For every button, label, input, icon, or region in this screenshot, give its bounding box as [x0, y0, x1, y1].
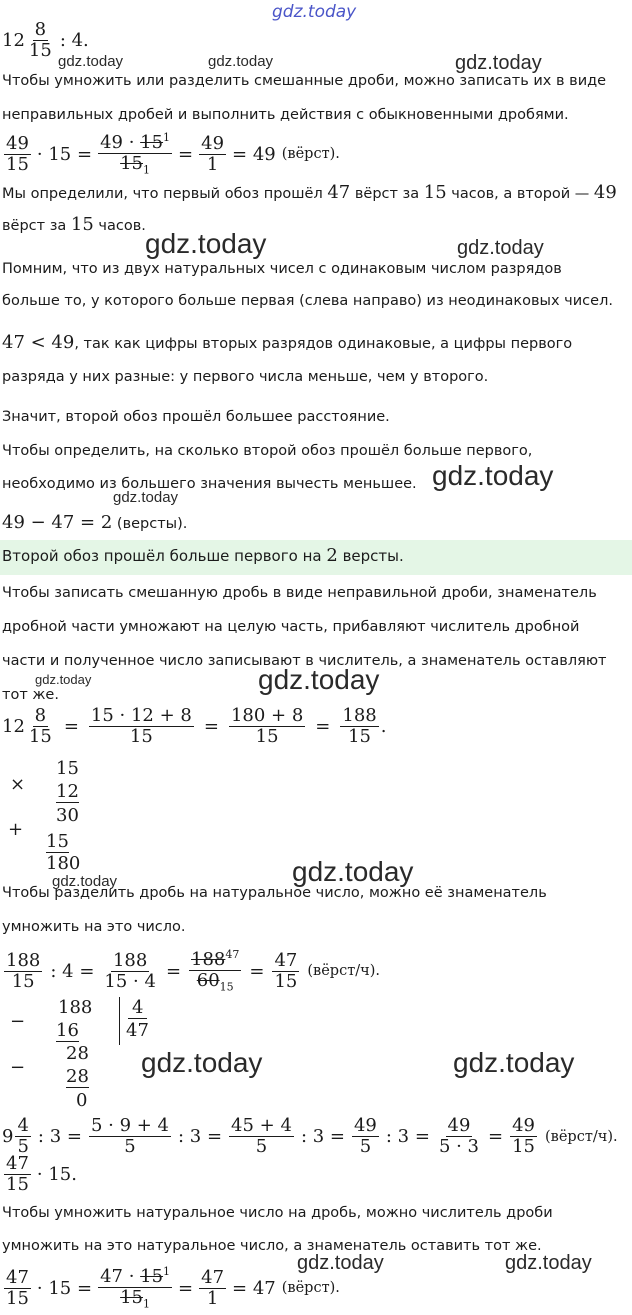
- quotient: 47: [126, 1020, 149, 1041]
- subtrahend: 16: [56, 1020, 79, 1041]
- paragraph-line: Чтобы умножить натуральное число на дробь, можно числитель дроби: [2, 1205, 553, 1221]
- operator-times: ×: [10, 774, 26, 795]
- watermark: gdz.today: [432, 460, 554, 491]
- cancelled-number: 15: [120, 1287, 143, 1308]
- denominator: 15: [6, 153, 29, 175]
- watermark: gdz.today: [141, 1047, 263, 1078]
- operator: =: [178, 143, 194, 165]
- watermark: gdz.today: [453, 1047, 575, 1078]
- denominator: 5: [359, 1136, 372, 1157]
- watermark: gdz.today: [292, 856, 414, 887]
- denominator: 15: [28, 726, 52, 747]
- fraction: [229, 1116, 294, 1157]
- operation: · 15.: [36, 1164, 77, 1185]
- watermark: gdz.today: [455, 52, 542, 74]
- multiplicand: 15: [56, 758, 79, 779]
- operator: =: [63, 716, 79, 737]
- paragraph-line: части и полученное число записывают в числитель, а знаменатель оставляют: [2, 653, 607, 669]
- denominator: 1: [206, 1287, 219, 1309]
- numerator: 49: [447, 1115, 471, 1136]
- paragraph-line: Мы определили, что первый обоз прошёл 47 вёрст за 15 часов, а второй — 49: [2, 182, 617, 203]
- reduced-number: 1: [143, 163, 150, 177]
- watermark: gdz.today: [297, 1252, 384, 1274]
- denominator: [118, 1288, 152, 1315]
- numerator: [98, 128, 172, 154]
- fraction: [4, 1268, 31, 1309]
- numerator: [189, 945, 241, 971]
- numerator: 47: [274, 949, 298, 971]
- divisor: 4: [128, 997, 147, 1019]
- operator-minus: −: [10, 1057, 26, 1078]
- equation: [2, 1116, 618, 1157]
- numerator: 15 · 12 + 8: [90, 705, 192, 726]
- paragraph-line: Значит, второй обоз прошёл большее расстояние.: [2, 409, 390, 425]
- paragraph-line: Чтобы определить, на сколько второй обоз прошёл больше первого,: [2, 443, 533, 459]
- long-division: [0, 995, 160, 1115]
- paragraph-line: вёрст за 15 часов.: [2, 214, 146, 235]
- numerator: 8: [34, 19, 47, 40]
- paragraph-line: 47 < 49, так как цифры вторых разрядов одинаковые, а цифры первого: [2, 332, 573, 353]
- final-remainder: 0: [76, 1090, 88, 1111]
- numerator: 4: [17, 1115, 29, 1136]
- numerator: 49: [512, 1115, 536, 1136]
- numerator: 47: [6, 1266, 29, 1288]
- inequality: 47 < 49: [2, 332, 75, 353]
- paragraph-line: неправильных дробей и выполнить действия с обыкновенными дробями.: [2, 107, 569, 123]
- denominator: 15: [28, 40, 52, 61]
- denominator: 1: [206, 153, 219, 175]
- paragraph-line: разряда у них разные: у первого числа меньше, чем у второго.: [2, 369, 489, 385]
- paragraph-line: Чтобы разделить дробь на натуральное число, можно её знаменатель: [2, 885, 547, 901]
- paragraph-line: дробной части умножают на целую часть, прибавляют числитель дробной: [2, 619, 580, 635]
- cancelled-number: 15: [140, 1266, 164, 1287]
- denominator: 15 · 4: [104, 970, 156, 992]
- result: = 49: [232, 143, 276, 165]
- answer: Второй обоз прошёл больше первого на 2 версты.: [2, 545, 404, 566]
- denominator: 15: [348, 726, 372, 747]
- denominator: 15: [512, 1136, 536, 1157]
- numerator: 188: [342, 705, 377, 726]
- fraction: [189, 945, 241, 998]
- reduced-number: 1: [163, 131, 171, 144]
- operation: : 4.: [59, 30, 89, 51]
- watermark: gdz.today: [258, 664, 380, 695]
- paragraph-line: больше то, у которого больше первая (слева направо) из неодинаковых чисел.: [2, 293, 613, 309]
- paragraph-line: необходимо из большего значения вычесть меньшее.: [2, 476, 417, 492]
- numerator: 47: [201, 1266, 225, 1288]
- fraction: [272, 951, 299, 992]
- numerator: [98, 1262, 172, 1288]
- equation: 49 − 47 = 2 (версты).: [2, 512, 188, 533]
- operator: : 3 =: [300, 1126, 345, 1147]
- reduced-number: 47: [225, 948, 240, 961]
- dividend: 188: [58, 997, 93, 1018]
- numerator: 49: [201, 132, 225, 154]
- fraction: [102, 951, 158, 992]
- watermark: gdz.today: [145, 228, 267, 259]
- period: .: [380, 716, 387, 737]
- operator-minus: −: [10, 1011, 26, 1032]
- paragraph-line: умножить на это натуральное число, а знаменатель оставить тот же.: [2, 1238, 542, 1254]
- fraction: [352, 1116, 379, 1157]
- fraction: [229, 706, 305, 747]
- partial-product: 30: [56, 805, 79, 826]
- cancelled-number: 188: [191, 949, 226, 970]
- equation: [2, 128, 340, 181]
- numerator: 188: [112, 949, 148, 971]
- denominator: 15: [6, 1174, 29, 1195]
- fraction: [98, 128, 172, 181]
- cancelled-number: 15: [120, 153, 143, 174]
- equation: [2, 945, 380, 998]
- site-logo[interactable]: gdz.today: [272, 2, 357, 22]
- reduced-number: 15: [219, 980, 234, 994]
- fraction: [437, 1116, 481, 1157]
- fraction: [27, 706, 54, 747]
- numerator: 49: [6, 132, 29, 154]
- fraction: [89, 1116, 171, 1157]
- result: = 47: [232, 1277, 276, 1299]
- multiplier: 12: [56, 781, 79, 802]
- partial-product: 15: [46, 831, 69, 852]
- cancelled-number: 60: [196, 970, 220, 991]
- remainder: 28: [66, 1043, 89, 1064]
- subtrahend: 28: [66, 1066, 89, 1087]
- denominator: 15: [6, 1287, 29, 1309]
- denominator: 5: [124, 1136, 136, 1157]
- operator: =: [203, 716, 219, 737]
- operator: : 3 =: [385, 1126, 430, 1147]
- mixed-whole: 12: [2, 716, 25, 737]
- fraction: [340, 706, 378, 747]
- fraction: [27, 20, 54, 61]
- operator: : 4 =: [50, 960, 95, 982]
- operator: =: [178, 1277, 194, 1299]
- operator: : 3 =: [37, 1126, 82, 1147]
- denominator: 15: [274, 970, 298, 992]
- fraction: [4, 134, 31, 175]
- numerator: 8: [34, 705, 47, 726]
- fraction: [510, 1116, 537, 1157]
- fraction: [4, 1154, 31, 1195]
- operator: : 3 =: [178, 1126, 223, 1147]
- operator: =: [488, 1126, 504, 1147]
- numerator: 5 · 9 + 4: [90, 1115, 169, 1136]
- unit: (вёрст/ч).: [545, 1128, 618, 1145]
- denominator: 15: [255, 726, 279, 747]
- operator: · 15 =: [36, 1277, 93, 1299]
- unit: (вёрст).: [281, 1280, 340, 1297]
- denominator: 5: [17, 1136, 29, 1157]
- fraction: [199, 1268, 226, 1309]
- paragraph-line: умножить на это число.: [2, 919, 186, 935]
- fraction: [15, 1116, 30, 1157]
- denominator: 15: [129, 726, 153, 747]
- numerator: 49: [353, 1115, 377, 1136]
- division-bracket: [119, 997, 121, 1045]
- reduced-number: 1: [163, 1265, 171, 1278]
- operator: =: [315, 716, 331, 737]
- fraction: [199, 134, 226, 175]
- mixed-whole: 12: [2, 30, 25, 51]
- denominator: [118, 154, 152, 181]
- denominator: 5 · 3: [438, 1136, 480, 1157]
- paragraph-line: тот же.: [2, 687, 59, 703]
- numerator: 47: [6, 1153, 29, 1174]
- unit: (вёрст).: [281, 146, 340, 163]
- watermark: gdz.today: [35, 672, 92, 687]
- paragraph-line: Чтобы записать смешанную дробь в виде неправильной дроби, знаменатель: [2, 585, 597, 601]
- reduced-number: 1: [143, 1297, 150, 1311]
- equation: [2, 706, 386, 747]
- fraction: [89, 706, 194, 747]
- numerator: 180 + 8: [230, 705, 304, 726]
- denominator: [195, 971, 236, 998]
- numerator-part: 49 ·: [100, 132, 141, 153]
- operator-plus: +: [8, 819, 24, 840]
- watermark: gdz.today: [505, 1252, 592, 1274]
- paragraph-line: Помним, что из двух натуральных чисел с одинаковым числом разрядов: [2, 261, 562, 277]
- denominator: 15: [11, 970, 35, 992]
- column-multiplication: [0, 756, 100, 874]
- operator: · 15 =: [36, 143, 93, 165]
- numerator: 45 + 4: [231, 1115, 292, 1136]
- product: 180: [46, 853, 81, 874]
- operator: =: [249, 960, 265, 982]
- numerator-part: 47 ·: [100, 1266, 141, 1287]
- unit: (вёрст/ч).: [307, 963, 380, 980]
- numerator: 188: [6, 949, 41, 971]
- watermark: gdz.today: [58, 53, 124, 70]
- expression: [2, 1154, 77, 1195]
- denominator: 5: [255, 1136, 268, 1157]
- operator: =: [165, 960, 182, 982]
- watermark: gdz.today: [457, 237, 544, 259]
- fraction: [4, 951, 42, 992]
- mixed-whole: 9: [2, 1126, 14, 1147]
- watermark: gdz.today: [52, 873, 118, 890]
- paragraph-line: Чтобы умножить или разделить смешанные дроби, можно записать их в виде: [2, 73, 607, 89]
- watermark: gdz.today: [208, 53, 274, 70]
- cancelled-number: 15: [140, 132, 164, 153]
- watermark: gdz.today: [113, 489, 179, 506]
